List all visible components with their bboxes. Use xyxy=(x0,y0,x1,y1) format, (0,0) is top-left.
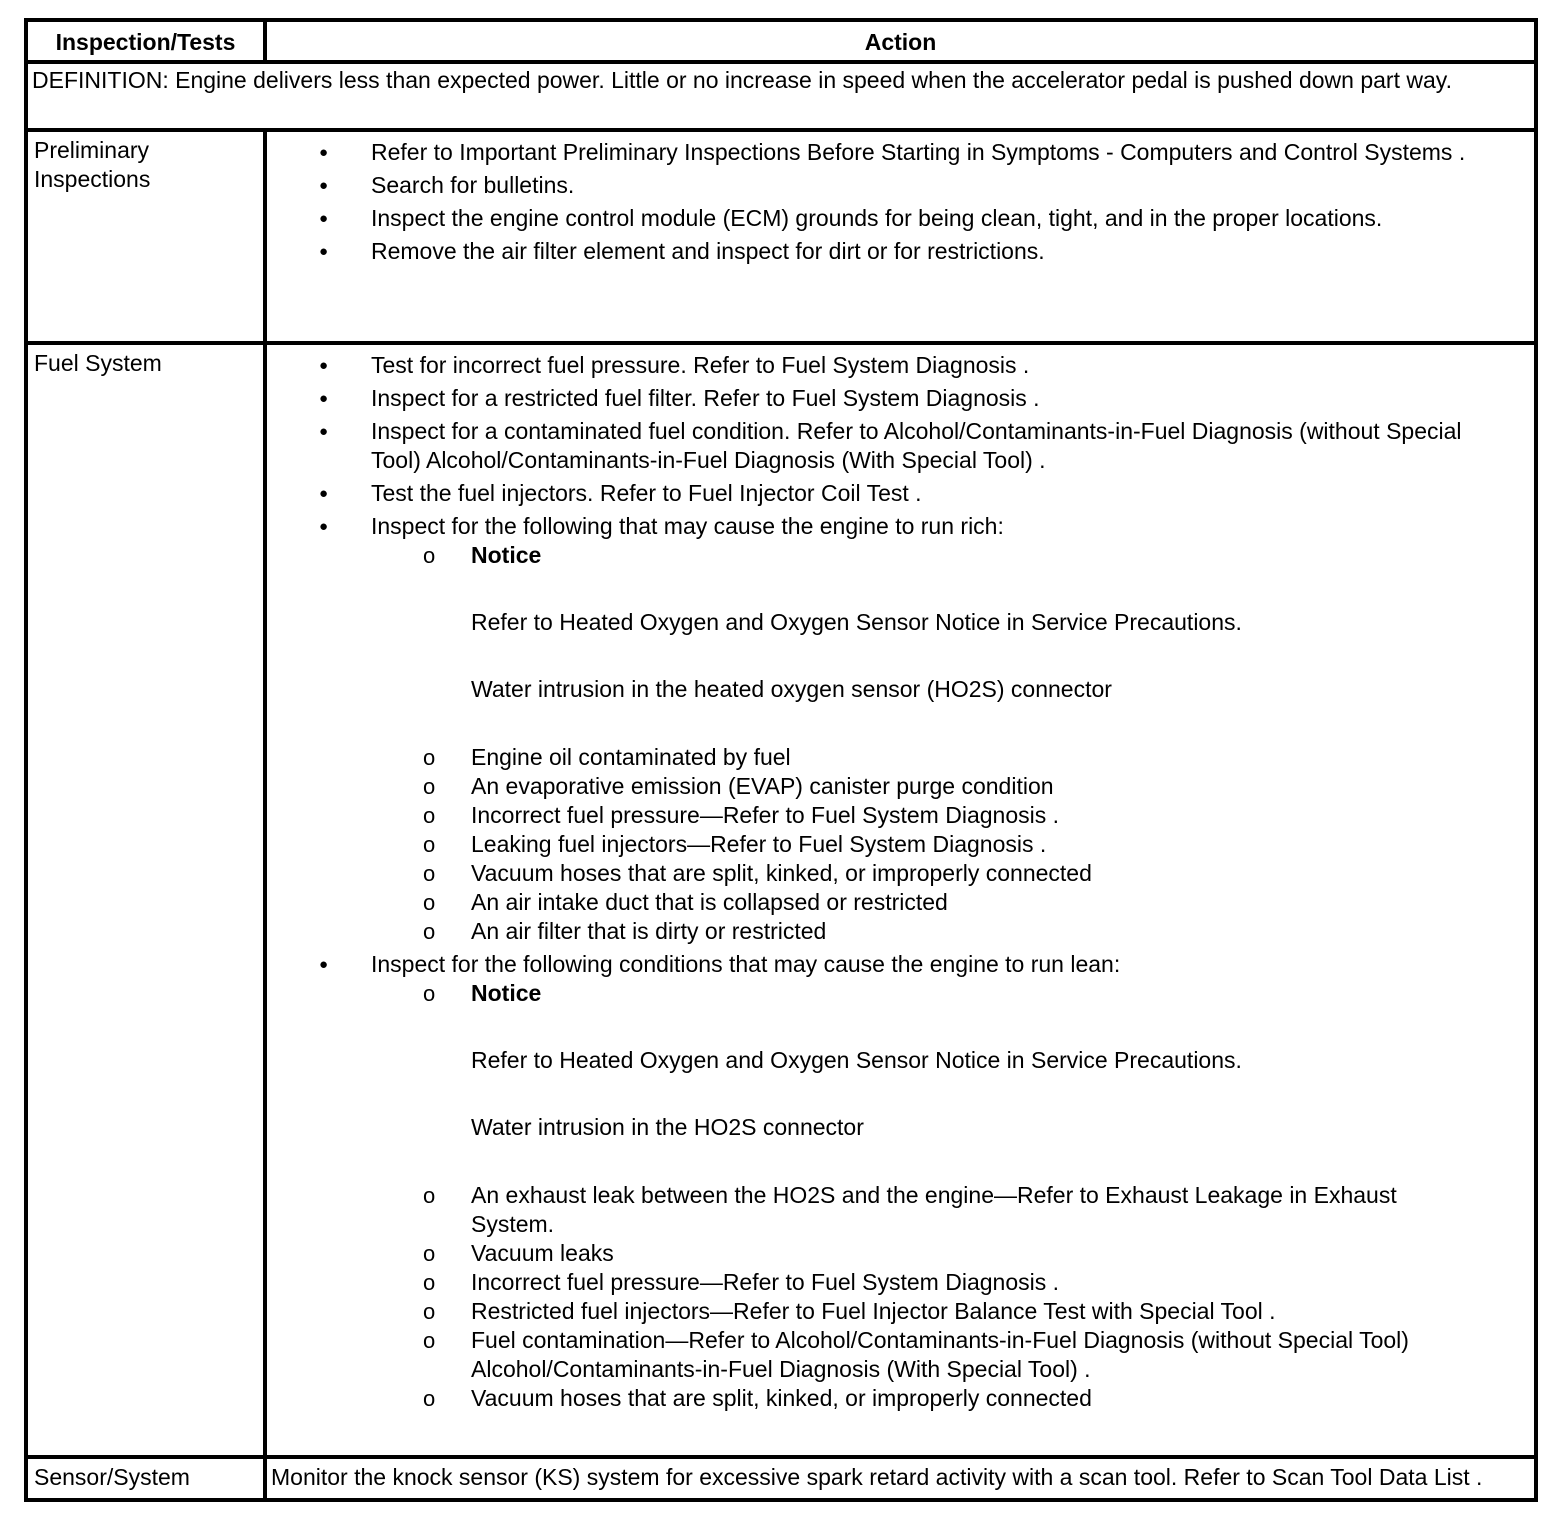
sub-item-text: Vacuum hoses that are split, kinked, or improperly connected xyxy=(471,1385,1092,1411)
sub-list-item xyxy=(267,859,1494,888)
notice-text: Refer to Heated Oxygen and Oxygen Sensor Notice in Service Precautions. xyxy=(471,609,1242,635)
sub-item-text: Restricted fuel injectors—Refer to Fuel Injector Balance Test with Special Tool . xyxy=(471,1298,1276,1324)
sub-item-text: An air intake duct that is collapsed or restricted xyxy=(471,889,948,915)
sub-list-item xyxy=(267,743,1494,772)
sub-list-item xyxy=(267,1181,1494,1239)
sub-list-item xyxy=(267,888,1494,917)
sub-list-item xyxy=(267,917,1494,946)
fuel-list xyxy=(267,351,1534,1413)
diagnostic-table xyxy=(24,18,1538,1502)
circle-bullet-icon: o xyxy=(423,861,436,886)
sub-item-text: Leaking fuel injectors—Refer to Fuel System Diagnosis . xyxy=(471,831,1047,857)
list-item: ● Inspect for a contaminated fuel condition. Refer to Alcohol/Contaminants-in-Fuel Diagnosis (without Special Tool) Alcohol/Contaminants-in-Fuel Diagnosis (With Special Tool) . xyxy=(267,417,1534,475)
rich-sublist xyxy=(371,541,1494,946)
sub-list-item xyxy=(267,772,1494,801)
sub-item-text: Vacuum leaks xyxy=(471,1240,614,1266)
fuel-system-action xyxy=(265,343,1536,1457)
rich-intro: Inspect for the following that may cause the engine to run rich: xyxy=(371,513,1004,539)
circle-bullet-icon: o xyxy=(423,774,436,799)
circle-bullet-icon: o xyxy=(423,745,436,770)
list-item: ● Inspect the engine control module (ECM) grounds for being clean, tight, and in the proper locations. xyxy=(267,204,1534,233)
list-item: ● Test for incorrect fuel pressure. Refer to Fuel System Diagnosis . xyxy=(267,351,1534,380)
circle-bullet-icon: o xyxy=(423,981,436,1006)
circle-bullet-icon: o xyxy=(423,1328,436,1353)
notice-item: Water intrusion in the HO2S connector xyxy=(471,1114,864,1140)
sub-list-item xyxy=(267,1384,1494,1413)
definition-text: DEFINITION: Engine delivers less than expected power. Little or no increase in speed when the accelerator pedal is pushed down part way. xyxy=(26,62,1536,130)
sub-list-item xyxy=(267,1268,1494,1297)
definition-row xyxy=(26,62,1536,130)
notice-title: Notice xyxy=(471,980,542,1006)
sub-item-text: Vacuum hoses that are split, kinked, or improperly connected xyxy=(471,860,1092,886)
sub-item-text: Fuel contamination—Refer to Alcohol/Contaminants-in-Fuel Diagnosis (without Special Tool) Alcohol/Contaminants-in-Fuel Diagnosis (With Special Tool) . xyxy=(471,1327,1409,1382)
sub-item-text: An air filter that is dirty or restricted xyxy=(471,918,827,944)
sub-item-text: An evaporative emission (EVAP) canister purge condition xyxy=(471,773,1054,799)
preliminary-list xyxy=(267,138,1534,266)
lean-notice xyxy=(267,979,1494,1142)
header-row xyxy=(26,20,1536,62)
circle-bullet-icon: o xyxy=(423,1270,436,1295)
lean-sublist xyxy=(371,979,1494,1413)
list-item: ● Search for bulletins. xyxy=(267,171,1534,200)
sub-item-text: An exhaust leak between the HO2S and the engine—Refer to Exhaust Leakage in Exhaust System. xyxy=(471,1182,1397,1237)
sub-list-item xyxy=(267,1239,1494,1268)
lean-conditions-item xyxy=(267,950,1534,1413)
sub-list-item xyxy=(267,1326,1494,1384)
preliminary-row xyxy=(26,130,1536,343)
sub-list-item xyxy=(267,801,1494,830)
lean-intro: Inspect for the following conditions that may cause the engine to run lean: xyxy=(371,951,1121,977)
circle-bullet-icon: o xyxy=(423,1183,436,1208)
list-item: ● Refer to Important Preliminary Inspections Before Starting in Symptoms - Computers and Control Systems . xyxy=(267,138,1534,167)
circle-bullet-icon: o xyxy=(423,832,436,857)
circle-bullet-icon: o xyxy=(423,1299,436,1324)
sub-list-item xyxy=(267,1297,1494,1326)
rich-notice xyxy=(267,541,1494,704)
sub-item-text: Incorrect fuel pressure—Refer to Fuel System Diagnosis . xyxy=(471,802,1060,828)
sub-item-text: Engine oil contaminated by fuel xyxy=(471,744,791,770)
circle-bullet-icon: o xyxy=(423,890,436,915)
notice-item: Water intrusion in the heated oxygen sensor (HO2S) connector xyxy=(471,676,1112,702)
sensor-system-action: Monitor the knock sensor (KS) system for excessive spark retard activity with a scan tool. Refer to Scan Tool Data List . xyxy=(265,1457,1536,1500)
header-action: Action xyxy=(265,20,1536,62)
circle-bullet-icon: o xyxy=(423,1241,436,1266)
sensor-system-row xyxy=(26,1457,1536,1500)
circle-bullet-icon: o xyxy=(423,919,436,944)
preliminary-label: Preliminary Inspections xyxy=(26,130,265,343)
rich-conditions-item xyxy=(267,512,1534,946)
notice-title: Notice xyxy=(471,542,542,568)
circle-bullet-icon: o xyxy=(423,1386,436,1411)
notice-text: Refer to Heated Oxygen and Oxygen Sensor Notice in Service Precautions. xyxy=(471,1047,1242,1073)
header-inspection-tests: Inspection/Tests xyxy=(26,20,265,62)
list-item: ● Inspect for a restricted fuel filter. Refer to Fuel System Diagnosis . xyxy=(267,384,1534,413)
fuel-system-label: Fuel System xyxy=(26,343,265,1457)
sub-list-item xyxy=(267,830,1494,859)
sensor-system-label: Sensor/System xyxy=(26,1457,265,1500)
circle-bullet-icon: o xyxy=(423,543,436,568)
circle-bullet-icon: o xyxy=(423,803,436,828)
sub-item-text: Incorrect fuel pressure—Refer to Fuel System Diagnosis . xyxy=(471,1269,1060,1295)
list-item: ● Remove the air filter element and inspect for dirt or for restrictions. xyxy=(267,237,1534,266)
list-item: ● Test the fuel injectors. Refer to Fuel Injector Coil Test . xyxy=(267,479,1534,508)
preliminary-action xyxy=(265,130,1536,343)
fuel-system-row xyxy=(26,343,1536,1457)
